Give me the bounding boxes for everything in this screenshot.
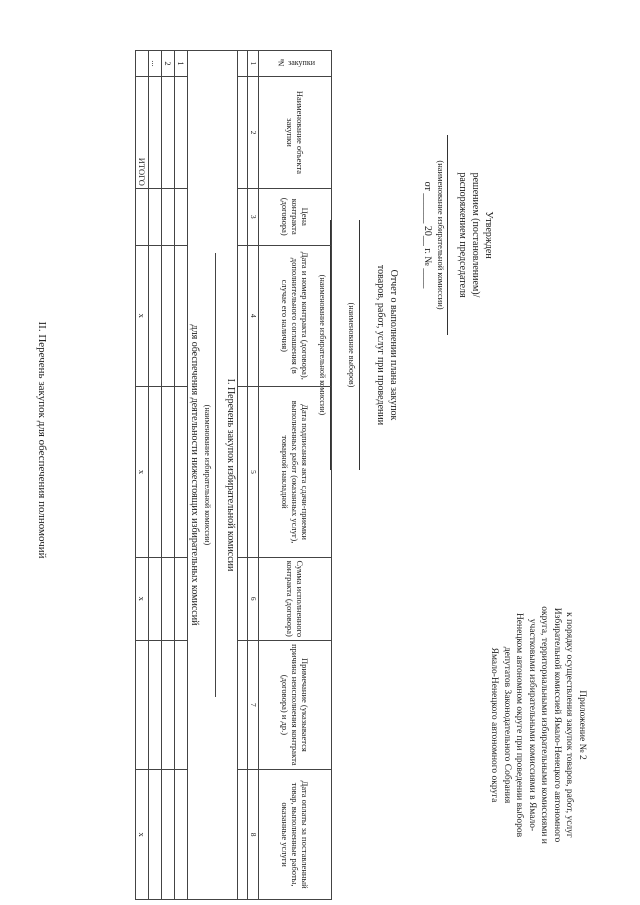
cell-act-date[interactable] xyxy=(175,387,188,558)
column-number: 5 xyxy=(248,387,259,558)
table-row xyxy=(175,51,188,900)
table-header-row xyxy=(259,51,332,900)
total-price[interactable] xyxy=(136,188,149,245)
cell-sum[interactable] xyxy=(162,558,175,641)
cell-note[interactable] xyxy=(149,640,162,770)
cell-price[interactable] xyxy=(175,188,188,245)
column-header: Сумма исполненного контракта (договора) xyxy=(259,558,332,641)
column-number: 6 xyxy=(248,558,259,641)
approval-block xyxy=(421,110,495,360)
total-label: ИТОГО xyxy=(136,76,149,188)
approval-blank-line xyxy=(447,135,456,335)
appendix-header xyxy=(488,575,588,875)
section1-blank-line xyxy=(215,253,222,697)
total-mark: х xyxy=(136,387,149,558)
report-title-line: товаров, работ, услуг при проведении xyxy=(375,264,386,426)
cell-note[interactable] xyxy=(175,640,188,770)
column-number-row xyxy=(248,51,259,900)
cell-sum[interactable] xyxy=(149,558,162,641)
cell-num: 1 xyxy=(175,51,188,77)
total-mark: х xyxy=(136,245,149,387)
commission-caption: (наименование избирательной комиссии) xyxy=(318,274,327,416)
procurement-table xyxy=(135,50,332,900)
section1-subtitle: для обеспечения деятельности нижестоящих избирательных комиссий xyxy=(189,324,200,626)
column-number: 3 xyxy=(248,188,259,245)
elections-caption: (наименование выборов) xyxy=(347,302,356,388)
cell-note[interactable] xyxy=(162,640,175,770)
total-note xyxy=(136,640,149,770)
approval-caption: (наименование избирательной комиссии) xyxy=(436,160,446,310)
cell-name[interactable] xyxy=(162,76,175,188)
appendix-title: Приложение № 2 xyxy=(577,690,587,760)
cell-sum[interactable] xyxy=(175,558,188,641)
column-number: 4 xyxy=(248,245,259,387)
column-header: № закупки xyxy=(259,51,332,77)
cell-act-date[interactable] xyxy=(149,387,162,558)
cell-name[interactable] xyxy=(175,76,188,188)
column-number: 8 xyxy=(248,770,259,900)
column-header: Дата оплаты за поставленный товар, выполненные работы, оказанные услуги xyxy=(259,770,332,900)
total-row xyxy=(136,51,149,900)
section1-caption: (наименование избирательной комиссии) xyxy=(203,404,212,546)
appendix-line: Ненецком автономном округе при проведении выборов xyxy=(514,612,525,838)
appendix-line: депутатов Законодательного Собрания xyxy=(502,646,512,804)
appendix-line: Ямало-Ненецкого автономного округа xyxy=(489,647,500,803)
approval-line: решением (постановлением)/ xyxy=(470,172,481,298)
table-row xyxy=(162,51,175,900)
elections-blank-line xyxy=(359,220,370,470)
section1-title: I. Перечень закупок избирательной комиссии xyxy=(225,378,236,572)
cell-date-num[interactable] xyxy=(175,245,188,387)
report-title-line: Отчет о выполнении плана закупок xyxy=(388,269,399,421)
cell-num: ... xyxy=(149,51,162,77)
cell-num: 2 xyxy=(162,51,175,77)
appendix-line: Избирательной комиссией Ямало-Ненецкого автономного xyxy=(552,607,562,843)
total-mark: х xyxy=(136,770,149,900)
section-row xyxy=(188,51,238,900)
total-mark: х xyxy=(136,558,149,641)
appendix-line: к порядку осуществления закупок товаров, работ, услуг xyxy=(564,612,575,838)
total-cell-num xyxy=(136,51,149,77)
cell-price[interactable] xyxy=(162,188,175,245)
cell-pay-date[interactable] xyxy=(162,770,175,900)
cell-name[interactable] xyxy=(149,76,162,188)
cell-act-date[interactable] xyxy=(162,387,175,558)
appendix-line: участковыми избирательными комиссиями в Ямало- xyxy=(527,618,537,832)
spacer-row xyxy=(238,51,248,900)
approval-line: распоряжением председателя xyxy=(457,172,468,298)
cell-pay-date[interactable] xyxy=(175,770,188,900)
cell-date-num[interactable] xyxy=(162,245,175,387)
cell-pay-date[interactable] xyxy=(149,770,162,900)
column-header: Дата и номер контракта (договора), дополнительного соглашения (в случае его наличия) xyxy=(259,245,332,387)
approval-title: Утвержден xyxy=(483,211,494,259)
cell-price[interactable] xyxy=(149,188,162,245)
section2-title: II. Перечень закупок для обеспечения полномочий xyxy=(36,321,48,559)
table-row xyxy=(149,51,162,900)
appendix-line: округа, территориальными избирательными комиссиями и xyxy=(539,606,550,844)
column-number: 7 xyxy=(248,640,259,770)
column-header: Дата подписания акта сдачи-приемки выполненных работ (оказанных услуг), товарной накладной xyxy=(259,387,332,558)
column-header: Цена контракта (договора) xyxy=(259,188,332,245)
approval-date-line: от ______ 20__ г. № ____ xyxy=(422,181,433,289)
cell-date-num[interactable] xyxy=(149,245,162,387)
column-header: Наименование объекта закупки xyxy=(259,76,332,188)
column-number: 2 xyxy=(248,76,259,188)
column-header: Примечание (указывается причина неисполнения контракта (договора) и др.) xyxy=(259,640,332,770)
column-number: 1 xyxy=(248,51,259,77)
section-heading xyxy=(188,51,238,900)
